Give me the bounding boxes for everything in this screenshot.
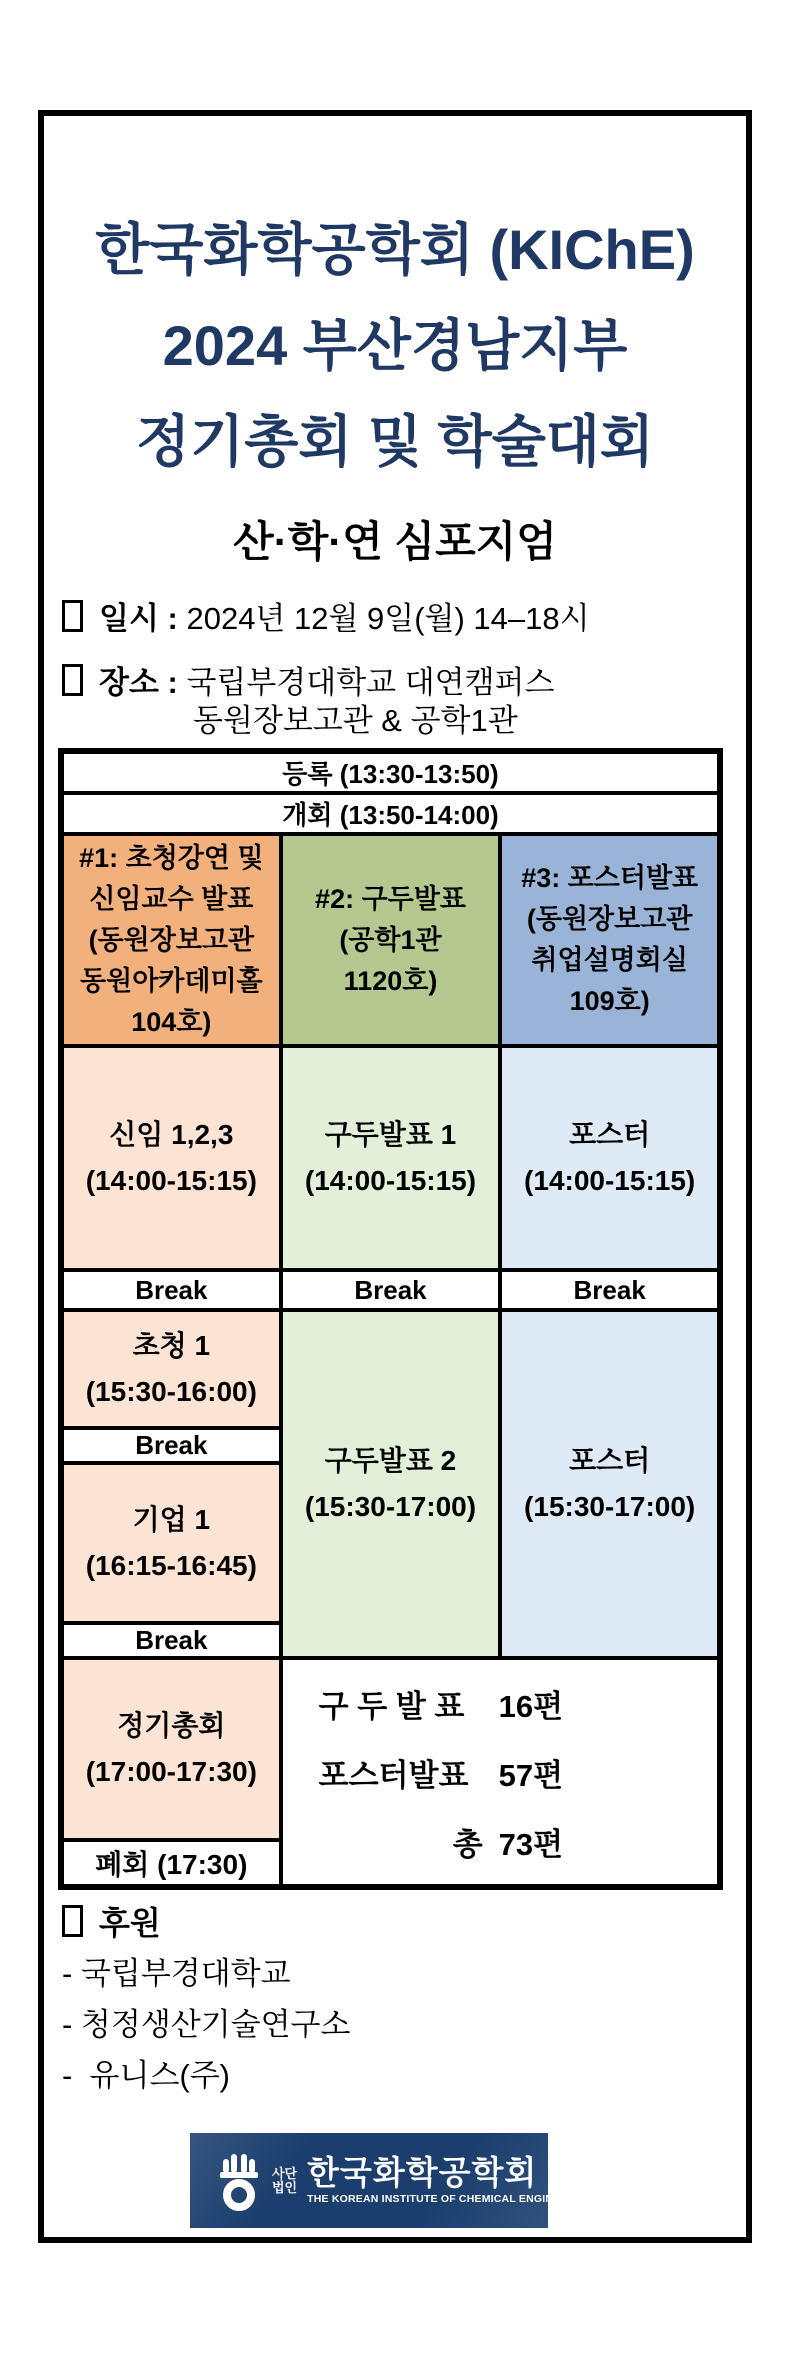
session-time: (14:00-15:15)	[304, 1165, 477, 1196]
track1-line: 신임교수 발표	[89, 883, 254, 914]
symposium-subtitle: 산·학·연 심포지엄	[233, 518, 557, 565]
kiche-emblem-icon	[216, 2151, 262, 2211]
cell-track3-header	[500, 834, 720, 1046]
session-time: (16:15-16:45)	[85, 1550, 257, 1581]
stats-value: 16편	[498, 1688, 564, 1724]
cell-general-assembly	[61, 1658, 281, 1840]
logo-english-name: THE KOREAN INSTITUTE OF CHEMICAL ENGINEERS	[307, 2193, 583, 2205]
cell-poster1-session	[500, 1046, 720, 1270]
poster-title	[44, 202, 746, 490]
sponsor-item: - 유니스(주)	[62, 2058, 230, 2093]
track1-line: #1: 초청강연 및	[79, 842, 264, 873]
title-line-3: 정기총회 및 학술대회	[136, 410, 654, 473]
track2-line: 1120호)	[343, 965, 438, 996]
cell-newfaculty-session	[61, 1046, 281, 1270]
logo-org-type	[272, 2167, 297, 2195]
session-time: (14:00-15:15)	[524, 1165, 696, 1196]
title-line-2: 2024 부산경남지부	[162, 314, 628, 377]
cell-break: Break	[61, 1428, 281, 1463]
stats-row-oral	[319, 1681, 717, 1726]
track1-line: 동원아카데미홀	[80, 965, 263, 996]
stats-label: 구 두 발 표	[318, 1688, 465, 1724]
stats-row-total	[319, 1819, 717, 1864]
session-name: 포스터	[569, 1445, 651, 1476]
session-name: 정기총회	[117, 1710, 226, 1741]
venue-value-line1: 국립부경대학교 대연캠퍼스	[186, 665, 555, 700]
schedule-table	[58, 748, 723, 1890]
event-info	[62, 600, 746, 740]
cell-break: Break	[61, 1270, 281, 1310]
track2-line: (공학1관	[339, 924, 442, 955]
track1-line: 104호)	[131, 1006, 212, 1037]
track3-line: 109호)	[569, 986, 650, 1016]
stats-label: 총	[452, 1826, 483, 1862]
venue-separator: :	[158, 665, 187, 700]
session-name: 초청 1	[132, 1330, 211, 1361]
logo-korean-name: 한국화학공학회	[307, 2154, 538, 2191]
sponsor-item: - 국립부경대학교	[62, 1956, 291, 1991]
track3-line: #3: 포스터발표	[521, 863, 699, 893]
stats-list	[283, 1681, 717, 1864]
cell-opening: 개회 (13:50-14:00)	[61, 793, 720, 834]
bullet-box-icon	[62, 1905, 83, 1937]
logo-org-type-line2: 법인	[272, 2179, 298, 2195]
cell-oral2-session	[281, 1310, 501, 1658]
sponsors-heading-row	[62, 1904, 746, 1942]
session-name: 기업 1	[132, 1504, 211, 1535]
stats-value: 57편	[498, 1757, 564, 1793]
session-name: 포스터	[569, 1119, 651, 1150]
session-name: 신임 1,2,3	[109, 1119, 234, 1150]
session-time: (15:30-17:00)	[524, 1491, 696, 1522]
stats-value: 73편	[498, 1826, 564, 1862]
cell-invited-session	[61, 1310, 281, 1428]
cell-poster2-session	[500, 1310, 720, 1658]
poster-border-box	[38, 110, 752, 2243]
cell-track2-header	[281, 834, 501, 1046]
bullet-box-icon	[62, 600, 83, 632]
date-value: 2024년 12월 9일(월) 14–18시	[186, 601, 590, 636]
sponsors-section	[62, 1904, 746, 2095]
stats-row-poster	[319, 1750, 717, 1795]
venue-label: 장소	[99, 665, 159, 700]
session-name: 구두발표 2	[324, 1445, 457, 1476]
sponsors-heading: 후원	[99, 1905, 161, 1941]
track3-line: (동원장보고관	[526, 904, 693, 934]
venue-value-line2: 동원장보고관 & 공학1관	[193, 703, 518, 738]
cell-break: Break	[281, 1270, 501, 1310]
kiche-logo	[190, 2133, 583, 2228]
cell-break: Break	[61, 1623, 281, 1658]
cell-registration: 등록 (13:30-13:50)	[61, 751, 720, 793]
session-name: 구두발표 1	[324, 1119, 457, 1150]
date-label: 일시	[99, 601, 159, 636]
date-separator: :	[158, 601, 187, 636]
title-line-1: 한국화학공학회 (KIChE)	[95, 218, 695, 281]
logo-name-block	[307, 2156, 582, 2205]
session-time: (15:30-17:00)	[304, 1491, 477, 1522]
cell-track1-header	[61, 834, 281, 1046]
cell-company-session	[61, 1463, 281, 1623]
session-time: (15:30-16:00)	[85, 1376, 257, 1407]
logo-org-type-line1: 사단	[272, 2165, 298, 2181]
stats-label: 포스터발표	[318, 1757, 469, 1793]
track3-line: 취업설명회실	[531, 945, 688, 975]
bullet-box-icon	[62, 664, 83, 696]
date-row	[62, 600, 746, 638]
cell-break: Break	[500, 1270, 720, 1310]
track1-line: (동원장보고관	[88, 924, 255, 955]
track2-line: #2: 구두발표	[315, 883, 466, 914]
session-time: (14:00-15:15)	[85, 1165, 257, 1196]
venue-row	[62, 664, 746, 740]
cell-closing: 폐회 (17:30)	[61, 1840, 281, 1887]
cell-oral1-session	[281, 1046, 501, 1270]
session-time: (17:00-17:30)	[85, 1756, 257, 1787]
cell-presentation-stats	[281, 1658, 720, 1887]
sponsor-item: - 청정생산기술연구소	[62, 2007, 351, 2042]
